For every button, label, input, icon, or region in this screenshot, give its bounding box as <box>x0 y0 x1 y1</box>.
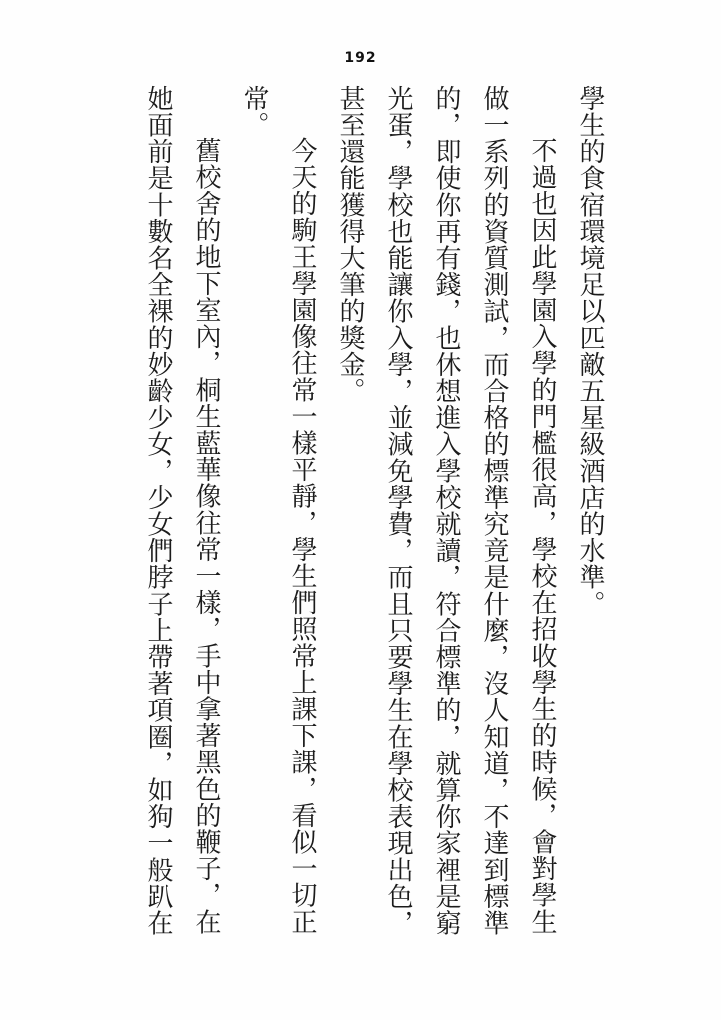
paragraph: 今天的駒王學園像往常一樣平靜，學生們照常上課下課，看似一切正常。 <box>240 85 317 935</box>
paragraph: 舊校舍的地下室內，桐生藍華像往常一樣，手中拿著黑色的鞭子，在她面前是十數名全裸的妙齡少女，少女們脖子上帶著項圈，如狗一般趴在 <box>144 85 221 937</box>
page-number: 192 <box>344 50 377 66</box>
body-text <box>134 85 614 937</box>
paragraph: 不過也因此學園入學的門檻很高，學校在招收學生的時候，會對學生做一系列的資質測試，而合格的標準究竟是什麼，沒人知道，不達到標準的，即使你再有錢，也休想進入學校就讀，符合標準的，就算你家裡是窮光蛋，學校也能讓你入學，並減免學費，而且只要學生在學校表現出色，甚至還能獲得大筆的獎金。 <box>336 85 557 937</box>
paragraph: 學生的食宿環境足以匹敵五星級酒店的水準。 <box>576 85 605 617</box>
